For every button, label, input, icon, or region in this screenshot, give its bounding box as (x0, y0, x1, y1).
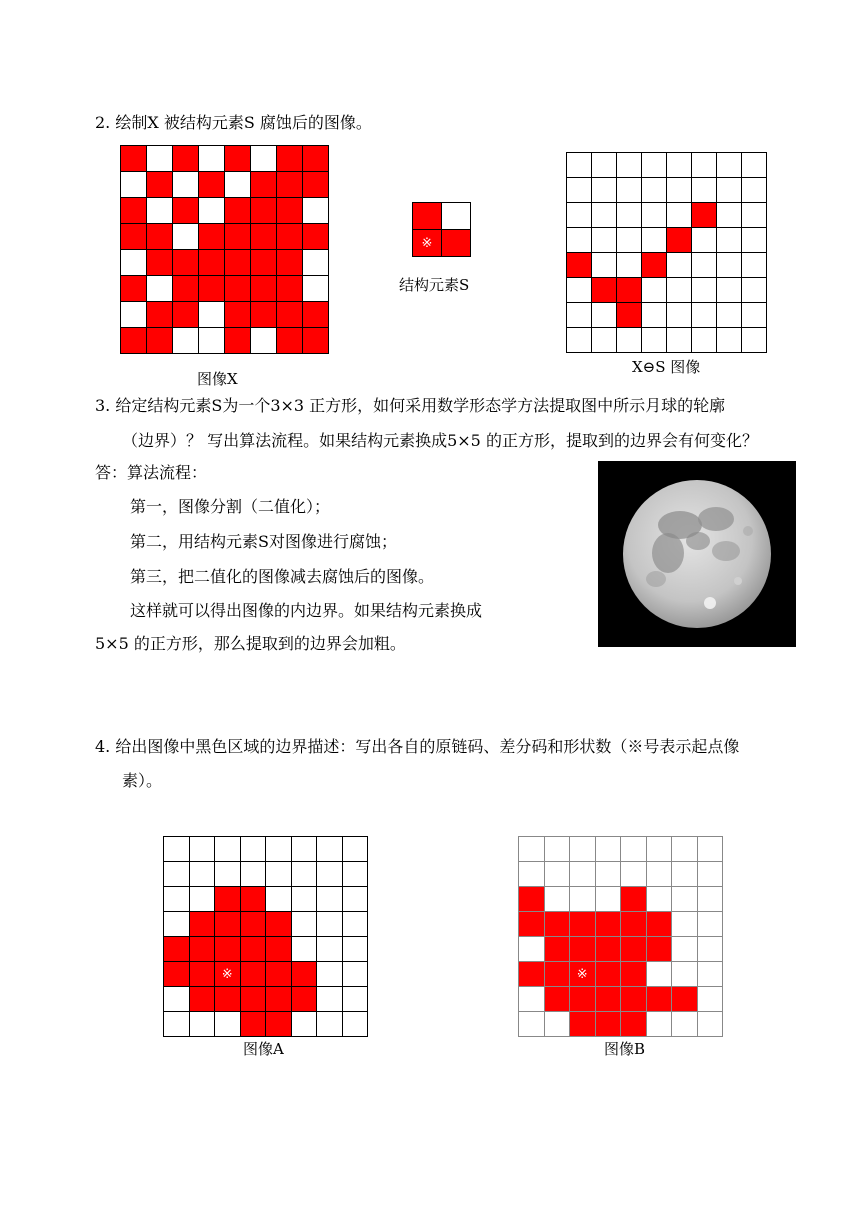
empty-cell (698, 837, 724, 862)
filled-cell (147, 172, 173, 198)
empty-cell (545, 887, 571, 912)
empty-cell (617, 203, 642, 228)
filled-cell (596, 1012, 622, 1037)
empty-cell (717, 328, 742, 353)
empty-cell (343, 862, 369, 887)
filled-cell (647, 987, 673, 1012)
empty-cell (742, 278, 767, 303)
empty-cell (698, 912, 724, 937)
filled-cell (215, 912, 241, 937)
empty-cell (519, 862, 545, 887)
image-b-grid (518, 836, 723, 1037)
empty-cell (742, 328, 767, 353)
empty-cell (251, 146, 277, 172)
q4-line-1: 4. 给出图像中黑色区域的边界描述：写出各自的原链码、差分码和形状数（※号表示起点像 (95, 737, 740, 756)
filled-cell (570, 962, 596, 987)
filled-cell (545, 962, 571, 987)
filled-cell (596, 962, 622, 987)
empty-cell (343, 837, 369, 862)
filled-cell (199, 276, 225, 302)
filled-cell (147, 302, 173, 328)
filled-cell (277, 302, 303, 328)
empty-cell (717, 178, 742, 203)
empty-cell (667, 278, 692, 303)
empty-cell (692, 228, 717, 253)
empty-cell (545, 862, 571, 887)
empty-cell (567, 303, 592, 328)
empty-cell (164, 887, 190, 912)
empty-cell (698, 987, 724, 1012)
empty-cell (592, 228, 617, 253)
filled-cell (121, 224, 147, 250)
empty-cell (742, 153, 767, 178)
empty-cell (199, 146, 225, 172)
filled-cell (173, 276, 199, 302)
empty-cell (567, 178, 592, 203)
filled-cell (617, 278, 642, 303)
q3-conclusion-1: 这样就可以得出图像的内边界。如果结构元素换成 (130, 601, 483, 620)
filled-cell (147, 224, 173, 250)
filled-cell (241, 1012, 267, 1037)
empty-cell (642, 178, 667, 203)
empty-cell (567, 328, 592, 353)
filled-cell (241, 937, 267, 962)
empty-cell (672, 837, 698, 862)
empty-cell (596, 862, 622, 887)
empty-cell (642, 228, 667, 253)
empty-cell (292, 912, 318, 937)
empty-cell (164, 912, 190, 937)
filled-cell (121, 276, 147, 302)
filled-cell (570, 912, 596, 937)
filled-cell (251, 198, 277, 224)
filled-cell (292, 962, 318, 987)
empty-cell (642, 328, 667, 353)
filled-cell (570, 987, 596, 1012)
empty-cell (570, 837, 596, 862)
filled-cell (642, 253, 667, 278)
filled-cell (225, 328, 251, 354)
empty-cell (667, 328, 692, 353)
empty-cell (617, 153, 642, 178)
empty-cell (251, 328, 277, 354)
filled-cell (215, 962, 241, 987)
moon-image (598, 461, 796, 647)
empty-cell (692, 178, 717, 203)
empty-cell (292, 887, 318, 912)
empty-cell (147, 276, 173, 302)
empty-cell (596, 837, 622, 862)
empty-cell (717, 303, 742, 328)
empty-cell (621, 862, 647, 887)
filled-cell (596, 912, 622, 937)
filled-cell (173, 198, 199, 224)
image-x-caption: 图像X (197, 370, 238, 388)
empty-cell (317, 887, 343, 912)
empty-cell (717, 203, 742, 228)
filled-cell (225, 250, 251, 276)
filled-cell (621, 937, 647, 962)
empty-cell (317, 862, 343, 887)
empty-cell (642, 153, 667, 178)
empty-cell (317, 1012, 343, 1037)
q3-step-3: 第三，把二值化的图像减去腐蚀后的图像。 (130, 567, 435, 586)
empty-cell (199, 328, 225, 354)
filled-cell (225, 198, 251, 224)
empty-cell (570, 862, 596, 887)
filled-cell (413, 230, 442, 257)
empty-cell (672, 962, 698, 987)
empty-cell (292, 837, 318, 862)
image-a-grid (163, 836, 368, 1037)
empty-cell (692, 153, 717, 178)
filled-cell (266, 912, 292, 937)
image-x-grid (120, 145, 329, 354)
filled-cell (621, 912, 647, 937)
filled-cell (277, 328, 303, 354)
empty-cell (173, 224, 199, 250)
empty-cell (317, 837, 343, 862)
filled-cell (292, 987, 318, 1012)
filled-cell (121, 146, 147, 172)
empty-cell (617, 228, 642, 253)
filled-cell (266, 987, 292, 1012)
empty-cell (672, 912, 698, 937)
empty-cell (692, 303, 717, 328)
empty-cell (567, 278, 592, 303)
empty-cell (442, 203, 471, 230)
empty-cell (647, 962, 673, 987)
filled-cell (190, 937, 216, 962)
empty-cell (199, 302, 225, 328)
empty-cell (266, 862, 292, 887)
filled-cell (251, 172, 277, 198)
empty-cell (190, 862, 216, 887)
empty-cell (121, 302, 147, 328)
filled-cell (621, 987, 647, 1012)
empty-cell (717, 278, 742, 303)
filled-cell (303, 328, 329, 354)
empty-cell (215, 862, 241, 887)
q2-title: 2. 绘制X 被结构元素S 腐蚀后的图像。 (95, 113, 372, 132)
filled-cell (570, 937, 596, 962)
empty-cell (317, 937, 343, 962)
empty-cell (742, 253, 767, 278)
q3-answer-label: 答：算法流程： (95, 463, 208, 482)
filled-cell (266, 1012, 292, 1037)
empty-cell (692, 278, 717, 303)
empty-cell (667, 178, 692, 203)
filled-cell (519, 887, 545, 912)
empty-cell (742, 303, 767, 328)
empty-cell (292, 937, 318, 962)
filled-cell (173, 146, 199, 172)
filled-cell (190, 962, 216, 987)
empty-cell (317, 912, 343, 937)
empty-cell (519, 937, 545, 962)
filled-cell (621, 962, 647, 987)
empty-cell (592, 178, 617, 203)
filled-cell (277, 224, 303, 250)
origin-mark: ※ (221, 966, 233, 982)
empty-cell (698, 962, 724, 987)
empty-cell (617, 253, 642, 278)
empty-cell (545, 1012, 571, 1037)
empty-cell (567, 203, 592, 228)
empty-cell (519, 837, 545, 862)
empty-cell (642, 303, 667, 328)
filled-cell (519, 962, 545, 987)
empty-cell (742, 203, 767, 228)
filled-cell (545, 937, 571, 962)
filled-cell (545, 912, 571, 937)
structuring-element-caption: 结构元素S (399, 276, 470, 294)
image-a-caption: 图像A (243, 1040, 284, 1058)
empty-cell (592, 303, 617, 328)
filled-cell (647, 912, 673, 937)
empty-cell (164, 837, 190, 862)
empty-cell (647, 887, 673, 912)
filled-cell (215, 887, 241, 912)
empty-cell (173, 172, 199, 198)
empty-cell (343, 912, 369, 937)
filled-cell (277, 198, 303, 224)
empty-cell (617, 328, 642, 353)
empty-cell (647, 837, 673, 862)
empty-cell (672, 937, 698, 962)
empty-cell (647, 1012, 673, 1037)
filled-cell (647, 937, 673, 962)
filled-cell (277, 276, 303, 302)
filled-cell (225, 302, 251, 328)
filled-cell (667, 228, 692, 253)
filled-cell (241, 987, 267, 1012)
empty-cell (343, 962, 369, 987)
filled-cell (592, 278, 617, 303)
empty-cell (317, 962, 343, 987)
empty-cell (717, 253, 742, 278)
empty-cell (667, 203, 692, 228)
empty-cell (570, 887, 596, 912)
image-b-caption: 图像B (604, 1040, 646, 1058)
empty-cell (190, 1012, 216, 1037)
empty-cell (717, 228, 742, 253)
empty-cell (692, 328, 717, 353)
filled-cell (173, 302, 199, 328)
moon-photo (598, 461, 796, 647)
eroded-result-caption: X⊖S 图像 (632, 358, 701, 376)
empty-cell (698, 887, 724, 912)
empty-cell (519, 987, 545, 1012)
q3-line-2: （边界）？ 写出算法流程。如果结构元素换成5×5 的正方形，提取到的边界会有何变化？ (122, 431, 758, 450)
filled-cell (241, 962, 267, 987)
filled-cell (692, 203, 717, 228)
filled-cell (277, 146, 303, 172)
filled-cell (303, 302, 329, 328)
empty-cell (617, 178, 642, 203)
filled-cell (621, 887, 647, 912)
filled-cell (225, 224, 251, 250)
filled-cell (215, 987, 241, 1012)
empty-cell (241, 862, 267, 887)
empty-cell (667, 303, 692, 328)
filled-cell (303, 172, 329, 198)
filled-cell (251, 224, 277, 250)
filled-cell (215, 937, 241, 962)
empty-cell (292, 1012, 318, 1037)
empty-cell (642, 278, 667, 303)
filled-cell (173, 250, 199, 276)
filled-cell (413, 203, 442, 230)
q3-conclusion-2: 5×5 的正方形，那么提取到的边界会加粗。 (95, 634, 406, 653)
filled-cell (519, 912, 545, 937)
filled-cell (672, 987, 698, 1012)
filled-cell (190, 987, 216, 1012)
filled-cell (277, 250, 303, 276)
filled-cell (545, 987, 571, 1012)
empty-cell (717, 153, 742, 178)
filled-cell (121, 198, 147, 224)
filled-cell (241, 887, 267, 912)
filled-cell (147, 250, 173, 276)
empty-cell (199, 198, 225, 224)
filled-cell (199, 224, 225, 250)
filled-cell (277, 172, 303, 198)
empty-cell (164, 987, 190, 1012)
empty-cell (667, 153, 692, 178)
empty-cell (567, 153, 592, 178)
filled-cell (570, 1012, 596, 1037)
empty-cell (303, 198, 329, 224)
empty-cell (303, 276, 329, 302)
origin-mark: ※ (421, 235, 433, 251)
structuring-element-grid (412, 202, 471, 257)
empty-cell (742, 228, 767, 253)
empty-cell (596, 887, 622, 912)
empty-cell (567, 228, 592, 253)
empty-cell (225, 172, 251, 198)
filled-cell (147, 328, 173, 354)
empty-cell (190, 887, 216, 912)
empty-cell (519, 1012, 545, 1037)
q3-step-2: 第二，用结构元素S对图像进行腐蚀； (130, 532, 397, 551)
filled-cell (121, 328, 147, 354)
filled-cell (266, 937, 292, 962)
origin-mark: ※ (576, 966, 588, 982)
empty-cell (592, 328, 617, 353)
eroded-result-grid (566, 152, 767, 353)
empty-cell (241, 837, 267, 862)
empty-cell (343, 1012, 369, 1037)
filled-cell (199, 250, 225, 276)
empty-cell (698, 1012, 724, 1037)
empty-cell (647, 862, 673, 887)
empty-cell (672, 887, 698, 912)
filled-cell (617, 303, 642, 328)
q3-line-1: 3. 给定结构元素S为一个3×3 正方形，如何采用数学形态学方法提取图中所示月球的轮廓 (95, 396, 726, 415)
empty-cell (190, 837, 216, 862)
empty-cell (121, 250, 147, 276)
empty-cell (742, 178, 767, 203)
empty-cell (667, 253, 692, 278)
q4-line-2: 素）。 (122, 771, 163, 790)
filled-cell (303, 146, 329, 172)
empty-cell (147, 198, 173, 224)
empty-cell (592, 153, 617, 178)
empty-cell (215, 837, 241, 862)
filled-cell (164, 962, 190, 987)
empty-cell (164, 862, 190, 887)
filled-cell (303, 224, 329, 250)
empty-cell (343, 937, 369, 962)
filled-cell (164, 937, 190, 962)
empty-cell (592, 203, 617, 228)
empty-cell (266, 887, 292, 912)
empty-cell (303, 250, 329, 276)
filled-cell (567, 253, 592, 278)
empty-cell (121, 172, 147, 198)
empty-cell (164, 1012, 190, 1037)
filled-cell (190, 912, 216, 937)
empty-cell (343, 887, 369, 912)
empty-cell (672, 862, 698, 887)
empty-cell (698, 862, 724, 887)
empty-cell (692, 253, 717, 278)
empty-cell (147, 146, 173, 172)
empty-cell (698, 937, 724, 962)
filled-cell (251, 302, 277, 328)
empty-cell (173, 328, 199, 354)
empty-cell (545, 837, 571, 862)
empty-cell (592, 253, 617, 278)
filled-cell (596, 987, 622, 1012)
empty-cell (292, 862, 318, 887)
filled-cell (251, 250, 277, 276)
filled-cell (621, 1012, 647, 1037)
empty-cell (672, 1012, 698, 1037)
empty-cell (266, 837, 292, 862)
filled-cell (199, 172, 225, 198)
filled-cell (251, 276, 277, 302)
filled-cell (442, 230, 471, 257)
filled-cell (596, 937, 622, 962)
empty-cell (215, 1012, 241, 1037)
filled-cell (225, 146, 251, 172)
filled-cell (241, 912, 267, 937)
empty-cell (621, 837, 647, 862)
q3-step-1: 第一，图像分割（二值化）； (130, 497, 331, 516)
empty-cell (343, 987, 369, 1012)
empty-cell (317, 987, 343, 1012)
filled-cell (225, 276, 251, 302)
empty-cell (642, 203, 667, 228)
filled-cell (266, 962, 292, 987)
